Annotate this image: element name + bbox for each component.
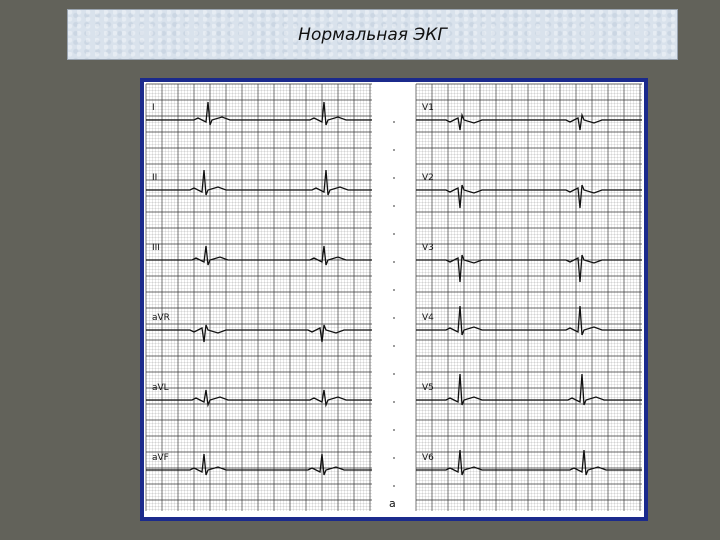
strip-dot	[393, 429, 395, 431]
strip-dot	[393, 177, 395, 179]
strip-dot	[393, 149, 395, 151]
strip-dot	[393, 373, 395, 375]
strip-dot	[393, 289, 395, 291]
slide-title: Нормальная ЭКГ	[298, 25, 447, 45]
strip-dot	[393, 457, 395, 459]
lead-label-v4: V4	[422, 313, 434, 323]
lead-label-v5: V5	[422, 383, 434, 393]
strip-dot	[393, 317, 395, 319]
figure-label: а	[389, 497, 396, 510]
strip-dot	[393, 233, 395, 235]
lead-label-avr: aVR	[152, 313, 170, 323]
lead-label-avl: aVL	[152, 383, 169, 393]
strip-dot	[393, 121, 395, 123]
title-banner	[67, 9, 678, 60]
strip-dot	[393, 205, 395, 207]
lead-label-v1: V1	[422, 103, 434, 113]
lead-label-avf: aVF	[152, 453, 169, 463]
lead-label-v3: V3	[422, 243, 434, 253]
center-strip	[372, 82, 416, 517]
strip-dot	[393, 261, 395, 263]
lead-label-i: I	[152, 103, 155, 113]
strip-dot	[393, 485, 395, 487]
strip-dot	[393, 401, 395, 403]
lead-label-iii: III	[152, 243, 160, 253]
lead-label-v6: V6	[422, 453, 434, 463]
ecg-frame	[140, 78, 648, 521]
lead-label-ii: II	[152, 173, 158, 183]
strip-dot	[393, 345, 395, 347]
lead-label-v2: V2	[422, 173, 434, 183]
ecg-strip	[144, 82, 644, 517]
